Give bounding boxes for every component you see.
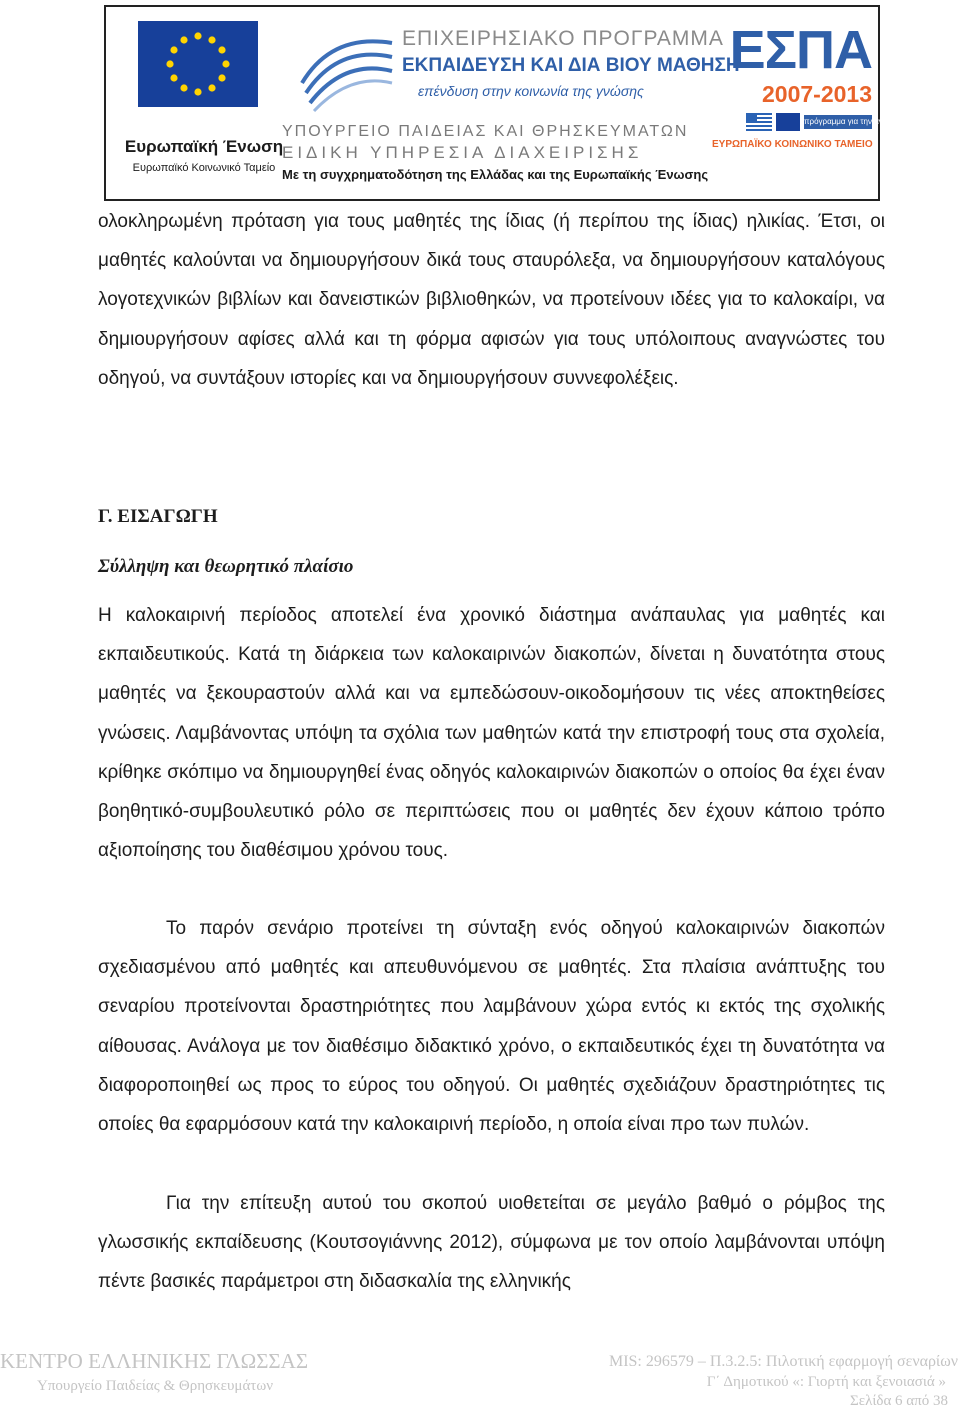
- footer-scenario-title: Γ΄ Δημοτικού «: Γιορτή και ξενοιασιά »: [706, 1374, 946, 1390]
- espa-years: 2007-2013: [762, 81, 872, 107]
- section-subheading: Σύλληψη και θεωρητικό πλαίσιο: [98, 556, 354, 577]
- footer-ministry: Υπουργείο Παιδείας & Θρησκευμάτων: [37, 1378, 273, 1394]
- footer-project-id: MIS: 296579 – Π.3.2.5: Πιλοτική εφαρμογή σεναρίων: [608, 1353, 958, 1370]
- eu-fund-name: Ευρωπαϊκό Κοινωνικό Ταμείο: [132, 162, 276, 174]
- eu-mini-flag-icon: [776, 113, 800, 131]
- program-title: ΕΠΙΧΕΙΡΗΣΙΑΚΟ ΠΡΟΓΡΑΜΜΑ: [402, 27, 724, 50]
- espa-fund-name: ΕΥΡΩΠΑΪΚΟ ΚΟΙΝΩΝΙΚΟ ΤΑΜΕΙΟ: [712, 139, 873, 150]
- paragraph-continued: ολοκληρωμένη πρόταση για τους μαθητές της ίδιας (ή περίπου της ίδιας) ηλικίας. Έτσι, οι μαθητές καλούνται να δημιουργήσουν δικά τους σταυρόλεξα, να δημιουργήσουν καταλόγους λογοτεχνικών βιβλίων και δανειστικών βιβλιοθηκών, να προτείνουν ιδέες για το καλοκαίρι, να δημιουργήσουν αφίσες αλλά και τη φόρμα αφισών για τους υπόλοιπους αναγνώστες του οδηγού, να συντάξουν ιστορίες και να δημιουργήσουν συννεφολέξεις.: [98, 211, 885, 389]
- service-name: ΕΙΔΙΚΗ ΥΠΗΡΕΣΙΑ ΔΙΑΧΕΙΡΙΣΗΣ: [282, 143, 643, 162]
- eu-name: Ευρωπαϊκή Ένωση: [124, 137, 284, 156]
- section-heading: Γ. ΕΙΣΑΓΩΓΗ: [98, 506, 218, 527]
- cofunding-statement: Με τη συγχρηματοδότηση της Ελλάδας και της Ευρωπαϊκής Ένωσης: [282, 167, 709, 182]
- eu-logo-block: [124, 17, 284, 193]
- paragraph-2: Το παρόν σενάριο προτείνει τη σύνταξη ενός οδηγού καλοκαιρινών διακοπών σχεδιασμένου από μαθητές και απευθυνόμενου σε μαθητές. Στα πλαίσια ανάπτυξης του σεναρίου προτείνονται δραστηριότητες που λαμβάνουν χώρα εντός κι εκτός της σχολικής αίθουσας. Ανάλογα με τον διαθέσιμο διδακτικό χρόνο, ο εκπαιδευτικός έχει τη δυνατότητα να διαφοροποιηθεί ως προς το εύρος του οδηγού. Οι μαθητές σχεδιάζουν δραστηριότητες τις οποίες θα εφαρμόσουν κατά την καλοκαιρινή περίοδο, η οποία είναι προ των πυλών.: [98, 918, 885, 1136]
- program-slogan: επένδυση στην κοινωνία της γνώσης: [418, 83, 644, 99]
- espa-tagline: πρόγραμμα για την ανάπτυξη: [804, 115, 872, 129]
- footer-page-number: Σελίδα 6 από 38: [850, 1393, 948, 1409]
- footer-organization: ΚΕΝΤΡΟ ΕΛΛΗΝΙΚΗΣ ΓΛΩΣΣΑΣ: [0, 1349, 309, 1373]
- header-banner: [104, 5, 909, 201]
- espa-logo-block: [712, 19, 909, 159]
- program-logo-block: [282, 15, 740, 167]
- program-subtitle: ΕΚΠΑΙΔΕΥΣΗ ΚΑΙ ΔΙΑ ΒΙΟΥ ΜΑΘΗΣΗ: [402, 55, 740, 76]
- eu-flag-icon: [138, 21, 258, 107]
- greek-flag-icon: [746, 113, 772, 131]
- espa-logo: ΕΣΠΑ: [729, 20, 872, 80]
- paragraph-1: Η καλοκαιρινή περίοδος αποτελεί ένα χρονικό διάστημα ανάπαυλας για μαθητές και εκπαιδευτικούς. Κατά τη διάρκεια των καλοκαιρινών διακοπών, δίνεται η δυνατότητα στους μαθητές να ξεκουραστούν αλλά και να εμπεδώσουν-οικοδομήσουν τις νέες αποκτηθείσες γνώσεις. Λαμβάνοντας υπόψη τα σχόλια των μαθητών κατά την επιστροφή τους στα σχολεία, κρίθηκε σκόπιμο να δημιουργηθεί ένας οδηγός καλοκαιρινών διακοπών ο οποίος θα έχει έναν βοηθητικό-συμβουλευτικό ρόλο σε περιπτώσεις που οι μαθητές δεν έχουν κάποιο τρόπο αξιοποίησης του διαθέσιμου χρόνου τους.: [98, 605, 885, 862]
- ministry-name: ΥΠΟΥΡΓΕΙΟ ΠΑΙΔΕΙΑΣ ΚΑΙ ΘΡΗΣΚΕΥΜΑΤΩΝ: [282, 123, 689, 140]
- program-swirl-icon: [292, 23, 402, 113]
- paragraph-3: Για την επίτευξη αυτού του σκοπού υιοθετείται σε μεγάλο βαθμό ο ρόμβος της γλωσσικής εκπαίδευσης (Κουτσογιάννης 2012), σύμφωνα με τον οποίο λαμβάνονται υπόψη πέντε βασικές παράμετροι στη διδασκαλία της ελληνικής: [98, 1193, 885, 1293]
- espa-flags: [712, 113, 909, 133]
